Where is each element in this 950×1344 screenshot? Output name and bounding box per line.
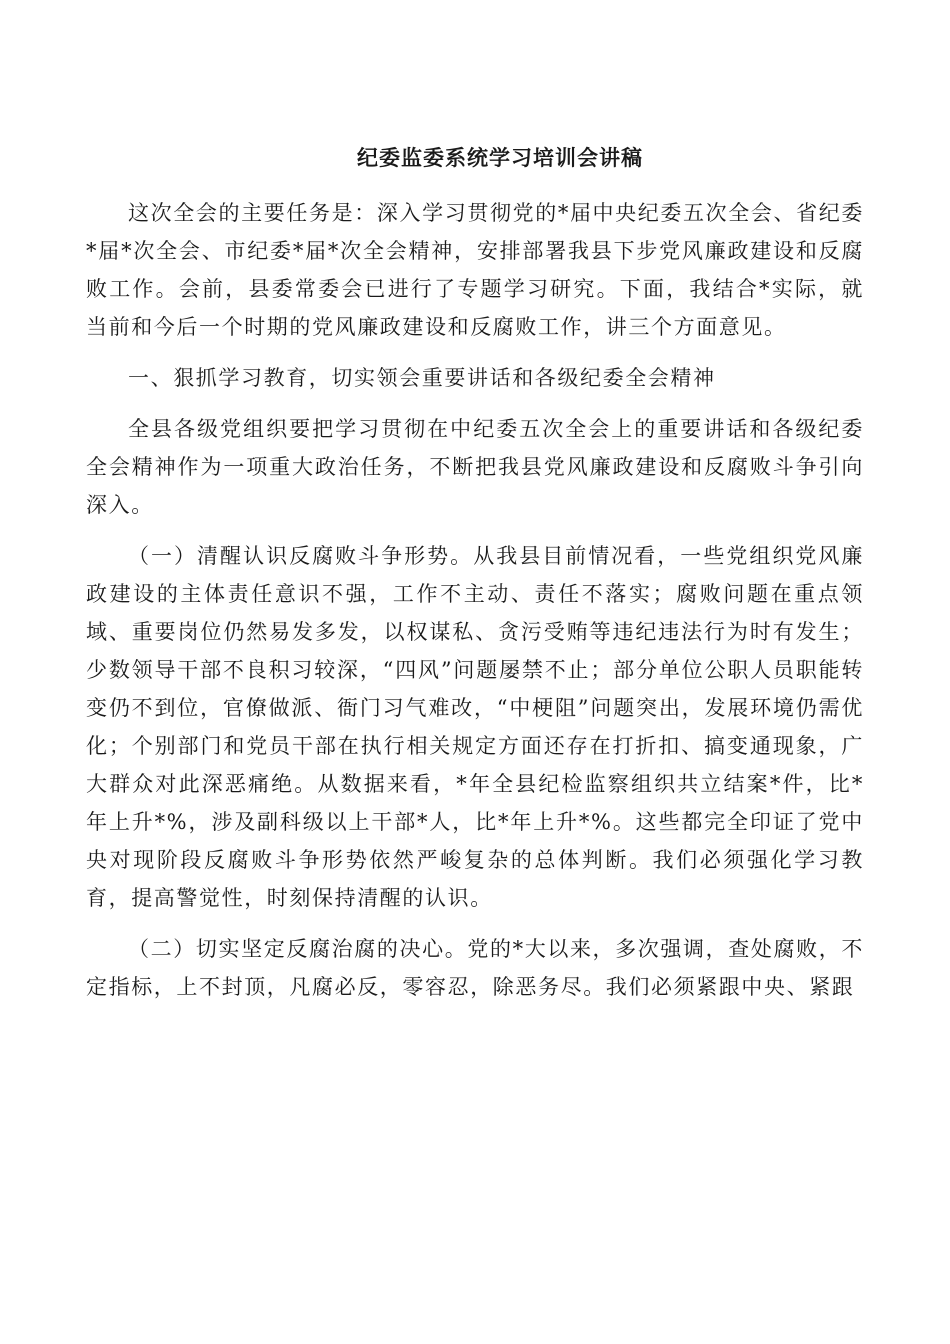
section-heading-one: 一、狠抓学习教育，切实领会重要讲话和各级纪委全会精神 [128, 366, 716, 390]
document-title: 纪委监委系统学习培训会讲稿 [357, 145, 643, 170]
paragraph-subsection-two: （二）切实坚定反腐治腐的决心。党的*大以来，多次强调，查处腐败，不定指标，上不封顶，凡腐必反，零容忍，除恶务尽。我们必须紧跟中央、紧跟 [86, 937, 864, 999]
paragraph-subsection-one: （一）清醒认识反腐败斗争形势。从我县目前情况看，一些党组织党风廉政建设的主体责任意识不强，工作不主动、责任不落实；腐败问题在重点领域、重要岗位仍然易发多发，以权谋私、贪污受贿等违纪违法行为时有发生；少数领导干部不良积习较深，“四风”问题屡禁不止；部分单位公职人员职能转变仍不到位，官僚做派、衙门习气难改，“中梗阻”问题突出，发展环境仍需优化；个别部门和党员干部在执行相关规定方面还存在打折扣、搞变通现象，广大群众对此深恶痛绝。从数据来看，*年全县纪检监察组织共立结案*件，比*年上升*%，涉及副科级以上干部*人，比*年上升*%。这些都完全印证了党中央对现阶段反腐败斗争形势依然严峻复杂的总体判断。我们必须强化学习教育，提高警觉性，时刻保持清醒的认识。 [86, 544, 864, 910]
paragraph-section-one-intro: 全县各级党组织要把学习贯彻在中纪委五次全会上的重要讲话和各级纪委全会精神作为一项重大政治任务，不断把我县党风廉政建设和反腐败斗争引向深入。 [86, 417, 864, 517]
document-body [86, 194, 864, 1019]
paragraph-intro: 这次全会的主要任务是：深入学习贯彻党的*届中央纪委五次全会、省纪委*届*次全会、市纪委*届*次全会精神，安排部署我县下步党风廉政建设和反腐败工作。会前，县委常委会已进行了专题学习研究。下面，我结合*实际，就当前和今后一个时期的党风廉政建设和反腐败工作，讲三个方面意见。 [86, 201, 864, 339]
